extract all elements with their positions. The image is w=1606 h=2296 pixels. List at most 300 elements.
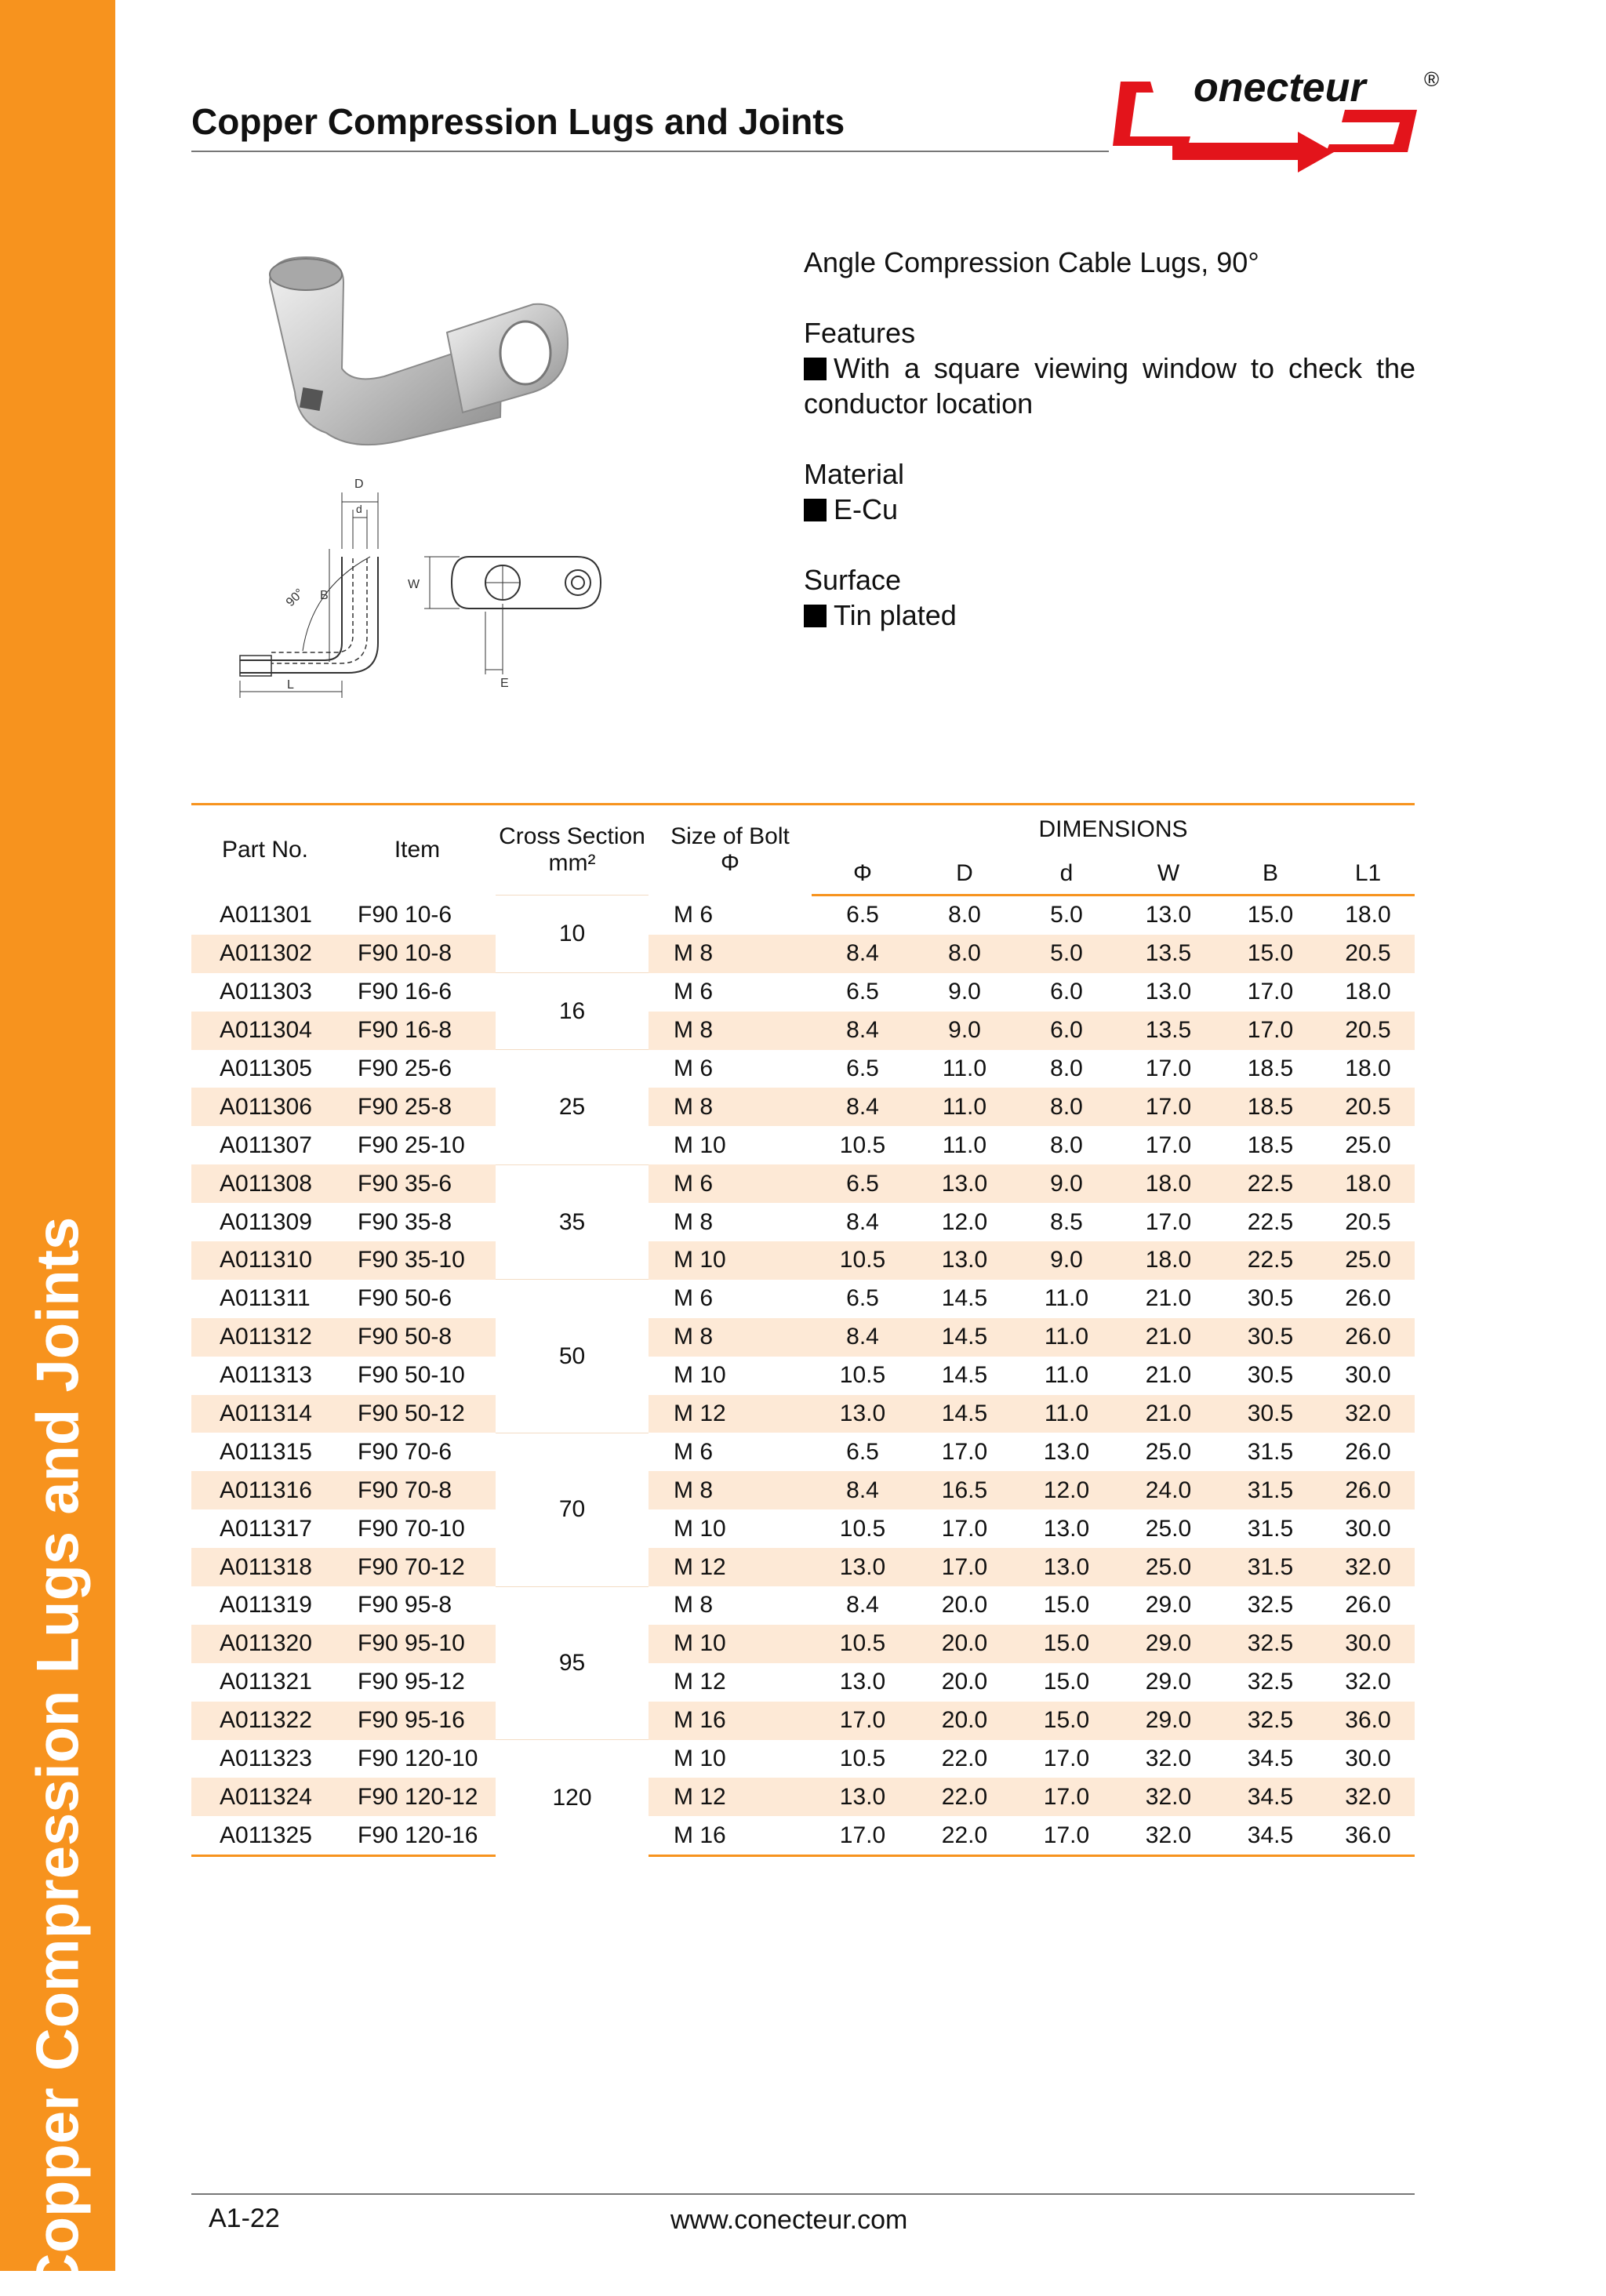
header-rule [191,151,1109,152]
cell-phi: 8.4 [812,1088,914,1126]
cell-phi: 8.4 [812,1012,914,1050]
dim-label-B: B [320,589,329,602]
table-row [191,1509,1415,1548]
cell-B: 17.0 [1219,1012,1321,1050]
cell-L1: 18.0 [1345,979,1391,1005]
cell-part-no: A011312 [191,1318,339,1357]
dim-label-D: D [354,478,364,491]
table-row [191,973,1415,1012]
page-title: Copper Compression Lugs and Joints [191,101,845,142]
cell-d: 6.0 [1016,1012,1117,1050]
table-row [191,1050,1415,1088]
dim-label-d: d [356,503,362,515]
cell-bolt: M 6 [674,901,714,928]
table-row [191,1702,1415,1740]
cell-D: 11.0 [942,1055,987,1081]
cell-D: 20.0 [914,1625,1016,1663]
cell-D: 9.0 [914,1012,1016,1050]
cell-bolt: M 12 [674,1669,726,1695]
cell-phi: 13.0 [812,1548,914,1586]
cell-item: F90 120-10 [358,1746,478,1772]
lug-barrel-opening [270,259,342,290]
cell-part-no: A011325 [191,1816,339,1855]
cell-B: 34.5 [1247,1746,1294,1772]
cell-d: 13.0 [1043,1438,1090,1465]
cell-B: 30.5 [1247,1362,1294,1389]
table-row [191,1164,1415,1203]
cell-d: 8.0 [1050,1132,1083,1158]
cell-L1: 30.0 [1345,1515,1391,1542]
table-row [191,1816,1415,1855]
cell-W: 21.0 [1117,1318,1219,1357]
drawing-side-view [240,492,378,698]
cell-bolt: M 6 [649,1164,812,1203]
material-heading: Material [804,458,905,490]
cell-W: 32.0 [1117,1816,1219,1855]
cell-phi: 13.0 [812,1395,914,1433]
cell-W: 18.0 [1117,1241,1219,1280]
cell-D: 16.5 [914,1471,1016,1509]
cell-L1: 26.0 [1321,1318,1415,1357]
spec-table-body [191,896,1415,1856]
header-cross-section: Cross Section mm² [496,805,649,896]
cell-bolt: M 6 [674,1055,714,1081]
cell-L1: 20.5 [1321,1088,1415,1126]
cell-phi: 13.0 [812,1778,914,1816]
cell-part-no: A011314 [191,1395,339,1433]
cell-B: 31.5 [1247,1515,1294,1542]
table-row [191,1203,1415,1241]
cell-part-no: A011310 [191,1241,339,1280]
cell-D: 13.0 [914,1164,1016,1203]
cell-D: 14.5 [914,1318,1016,1357]
table-row [191,1126,1415,1164]
cell-cross-section: 25 [496,1050,649,1165]
cell-bolt: M 8 [649,935,812,973]
logo-wordmark: onecteur [1194,65,1366,111]
cell-phi: 8.4 [846,1592,879,1618]
header-dimensions: DIMENSIONS [812,805,1415,854]
cell-bolt: M 8 [649,1012,812,1050]
table-row [191,1663,1415,1702]
product-photo [251,251,580,455]
cell-phi: 10.5 [839,1362,886,1389]
cell-L1: 36.0 [1321,1816,1415,1855]
table-row [191,1280,1415,1318]
cell-L1: 18.0 [1321,1164,1415,1203]
cell-bolt: M 8 [649,1471,812,1509]
cell-part-no: A011303 [220,979,312,1005]
cell-cross-section: 50 [496,1280,649,1433]
cell-cross-section: 16 [496,973,649,1050]
table-row [191,935,1415,973]
cell-L1: 30.0 [1321,1625,1415,1663]
cell-phi: 8.4 [812,935,914,973]
cell-W: 32.0 [1145,1746,1192,1772]
cell-part-no: A011311 [220,1285,311,1312]
cell-item: F90 70-12 [339,1548,496,1586]
cell-D: 8.0 [948,902,981,928]
cell-B: 34.5 [1219,1816,1321,1855]
cell-D: 14.5 [914,1395,1016,1433]
cell-bolt: M 10 [649,1241,812,1280]
cell-d: 6.0 [1050,979,1083,1005]
cell-bolt: M 8 [674,1592,714,1618]
cell-d: 15.0 [1043,1669,1090,1695]
cell-phi: 6.5 [812,1164,914,1203]
header-B: B [1219,853,1321,896]
cell-bolt: M 10 [674,1515,726,1542]
cell-phi: 8.4 [812,1471,914,1509]
cell-item: F90 10-8 [339,935,496,973]
cell-d: 13.0 [1043,1515,1090,1542]
cell-B: 22.5 [1219,1164,1321,1203]
cell-phi: 6.5 [846,979,879,1005]
cell-B: 18.5 [1247,1132,1294,1158]
bullet-square-icon [804,358,827,380]
cell-D: 14.5 [941,1285,988,1312]
cell-L1: 18.0 [1345,1055,1391,1081]
dim-label-W: W [408,578,420,591]
cell-bolt: M 12 [649,1395,812,1433]
cell-B: 31.5 [1219,1471,1321,1509]
cell-L1: 26.0 [1345,1438,1391,1465]
cell-cross-section: 35 [496,1164,649,1280]
cell-item: F90 25-8 [339,1088,496,1126]
table-row [191,1318,1415,1357]
cell-d: 8.0 [1016,1088,1117,1126]
cell-bolt: M 8 [649,1318,812,1357]
cell-d: 17.0 [1043,1746,1090,1772]
cell-D: 22.0 [914,1778,1016,1816]
cell-bolt: M 12 [649,1778,812,1816]
cell-item: F90 70-6 [358,1438,452,1465]
footer-rule [191,2193,1415,2195]
cell-item: F90 50-12 [339,1395,496,1433]
cell-D: 11.0 [914,1088,1016,1126]
cell-part-no: A011319 [220,1592,312,1618]
cell-phi: 6.5 [846,902,879,928]
cell-d: 13.0 [1016,1548,1117,1586]
cell-L1: 25.0 [1321,1241,1415,1280]
cell-cross-section: 70 [496,1433,649,1586]
cell-item: F90 16-8 [339,1012,496,1050]
cell-part-no: A011324 [191,1778,339,1816]
cell-bolt: M 8 [674,1208,714,1235]
cell-part-no: A011320 [191,1625,339,1663]
dim-label-E: E [500,677,509,690]
header-part-no: Part No. [191,805,339,896]
header-W: W [1117,853,1219,896]
cell-d: 17.0 [1016,1816,1117,1855]
table-row [191,1012,1415,1050]
cell-D: 17.0 [941,1515,988,1542]
cell-B: 31.5 [1219,1548,1321,1586]
header-bolt: Size of Bolt Φ [649,805,812,896]
cell-item: F90 120-16 [339,1816,496,1855]
cell-D: 20.0 [941,1592,988,1618]
cell-item: F90 120-12 [339,1778,496,1816]
cell-W: 17.0 [1145,1055,1192,1081]
cell-d: 15.0 [1016,1625,1117,1663]
cell-W: 13.5 [1117,1012,1219,1050]
material-item: E-Cu [804,492,1415,527]
table-row [191,1395,1415,1433]
website-url: www.conecteur.com [670,2205,908,2235]
spec-table [191,803,1415,1857]
product-name: Angle Compression Cable Lugs, 90° [804,246,1259,278]
cell-W: 13.0 [1145,979,1192,1005]
sidebar-title: Copper Compression Lugs and Joints [24,1216,92,2296]
table-row [191,1088,1415,1126]
table-row [191,1433,1415,1471]
cell-part-no: A011316 [191,1471,339,1509]
cell-part-no: A011307 [220,1132,312,1158]
cell-B: 18.5 [1247,1055,1294,1081]
cell-D: 9.0 [948,979,981,1005]
cell-L1: 26.0 [1345,1285,1391,1312]
cell-phi: 10.5 [812,1625,914,1663]
cell-item: F90 50-6 [358,1285,452,1312]
cell-B: 30.5 [1247,1285,1294,1312]
table-row [191,1740,1415,1778]
table-row [191,1357,1415,1395]
cell-W: 25.0 [1145,1438,1192,1465]
cell-d: 12.0 [1016,1471,1117,1509]
cell-W: 25.0 [1117,1548,1219,1586]
cell-d: 11.0 [1016,1395,1117,1433]
cell-bolt: M 10 [674,1362,726,1389]
cell-phi: 10.5 [812,1241,914,1280]
cell-d: 17.0 [1016,1778,1117,1816]
cell-B: 32.5 [1247,1669,1294,1695]
cell-W: 13.0 [1145,902,1192,928]
cell-phi: 8.4 [846,1208,879,1235]
cell-W: 29.0 [1117,1702,1219,1740]
cell-part-no: A011305 [220,1055,312,1081]
cell-L1: 20.5 [1321,935,1415,973]
cell-L1: 32.0 [1321,1778,1415,1816]
cell-cross-section: 120 [496,1740,649,1856]
lug-viewing-window [300,387,323,411]
cell-L1: 20.5 [1321,1012,1415,1050]
cell-d: 9.0 [1016,1164,1117,1203]
cell-W: 13.5 [1117,935,1219,973]
cell-B: 18.5 [1219,1088,1321,1126]
cell-D: 22.0 [914,1816,1016,1855]
cell-bolt: M 12 [649,1548,812,1586]
cell-phi: 10.5 [839,1132,886,1158]
features-item: With a square viewing window to check the conductor location [804,352,1415,420]
product-info [804,245,1415,633]
cell-D: 14.5 [941,1362,988,1389]
cell-part-no: A011318 [191,1548,339,1586]
cell-item: F90 95-16 [339,1702,496,1740]
cell-B: 32.5 [1219,1702,1321,1740]
cell-part-no: A011301 [220,901,312,928]
header-d: d [1016,853,1117,896]
cell-phi: 17.0 [812,1816,914,1855]
cell-phi: 13.0 [839,1669,886,1695]
cell-bolt: M 6 [674,1438,714,1465]
cell-phi: 6.5 [846,1285,879,1312]
cell-item: F90 16-6 [358,979,452,1005]
cell-cross-section: 95 [496,1586,649,1740]
cell-W: 25.0 [1145,1515,1192,1542]
cell-D: 11.0 [942,1132,987,1158]
cell-phi: 10.5 [839,1515,886,1542]
cell-part-no: A011323 [220,1746,312,1772]
cell-B: 15.0 [1247,902,1294,928]
cell-bolt: M 16 [649,1702,812,1740]
cell-D: 17.0 [914,1548,1016,1586]
cell-L1: 18.0 [1345,902,1391,928]
cell-item: F90 70-8 [339,1471,496,1509]
logo-hook-shape [1326,110,1417,152]
cell-d: 15.0 [1016,1702,1117,1740]
cell-L1: 26.0 [1345,1592,1391,1618]
cell-item: F90 50-10 [358,1362,465,1389]
cell-item: F90 50-8 [339,1318,496,1357]
cell-B: 34.5 [1219,1778,1321,1816]
cell-d: 11.0 [1044,1285,1089,1312]
cell-B: 22.5 [1219,1241,1321,1280]
cell-bolt: M 16 [649,1816,812,1855]
cell-phi: 8.4 [812,1318,914,1357]
table-row [191,896,1415,935]
table-row [191,1241,1415,1280]
cell-W: 21.0 [1117,1395,1219,1433]
cell-L1: 30.0 [1345,1746,1391,1772]
cell-B: 32.5 [1219,1625,1321,1663]
cell-L1: 20.5 [1345,1208,1391,1235]
header-D: D [914,853,1016,896]
cell-item: F90 35-8 [358,1208,452,1235]
cell-bolt: M 10 [674,1746,726,1772]
logo-c-shape [1113,82,1190,146]
bullet-square-icon [804,499,827,521]
table-row [191,1778,1415,1816]
header-L1: L1 [1321,853,1415,896]
table-row [191,1625,1415,1663]
table-row [191,1471,1415,1509]
cell-part-no: A011313 [220,1362,312,1389]
cell-W: 29.0 [1117,1625,1219,1663]
header-phi: Φ [812,853,914,896]
cell-d: 9.0 [1016,1241,1117,1280]
header-item: Item [339,805,496,896]
cell-d: 11.0 [1044,1362,1089,1389]
cell-W: 29.0 [1145,1669,1192,1695]
cell-d: 15.0 [1043,1592,1090,1618]
cell-d: 11.0 [1016,1318,1117,1357]
cell-d: 8.5 [1050,1208,1083,1235]
cell-D: 12.0 [941,1208,988,1235]
surface-item: Tin plated [804,598,1415,633]
cell-W: 21.0 [1145,1362,1192,1389]
cell-B: 15.0 [1219,935,1321,973]
cell-part-no: A011304 [191,1012,339,1050]
lug-bolt-hole [500,322,550,384]
cell-bolt: M 10 [649,1625,812,1663]
cell-D: 20.0 [914,1702,1016,1740]
dim-label-angle: 90° [283,586,307,610]
cell-L1: 32.0 [1321,1395,1415,1433]
cell-B: 30.5 [1219,1318,1321,1357]
cell-part-no: A011322 [191,1702,339,1740]
cell-W: 21.0 [1145,1285,1192,1312]
cell-part-no: A011315 [220,1438,312,1465]
cell-L1: 26.0 [1321,1471,1415,1509]
cell-D: 20.0 [941,1669,988,1695]
cell-phi: 10.5 [839,1746,886,1772]
cell-bolt: M 6 [674,979,714,1005]
cell-d: 8.0 [1050,1055,1083,1081]
cell-bolt: M 6 [674,1285,714,1312]
cell-item: F90 25-10 [358,1132,465,1158]
page-number: A1-22 [209,2203,280,2233]
cell-part-no: A011317 [220,1515,312,1542]
cell-W: 17.0 [1145,1132,1192,1158]
cell-D: 22.0 [941,1746,988,1772]
cell-D: 17.0 [941,1438,988,1465]
cell-B: 32.5 [1247,1592,1294,1618]
cell-W: 29.0 [1145,1592,1192,1618]
logo-arrow-shape [1172,132,1334,173]
cell-D: 13.0 [914,1241,1016,1280]
bullet-square-icon [804,605,827,627]
cell-L1: 25.0 [1345,1132,1391,1158]
technical-drawing [224,470,632,698]
cell-L1: 32.0 [1345,1669,1391,1695]
cell-L1: 30.0 [1345,1362,1391,1389]
cell-item: F90 95-12 [358,1669,465,1695]
cell-W: 18.0 [1117,1164,1219,1203]
cell-D: 8.0 [914,935,1016,973]
cell-item: F90 95-8 [358,1592,452,1618]
cell-W: 17.0 [1145,1208,1192,1235]
cell-part-no: A011306 [191,1088,339,1126]
cell-B: 30.5 [1219,1395,1321,1433]
cell-L1: 32.0 [1321,1548,1415,1586]
cell-B: 17.0 [1247,979,1294,1005]
cell-item: F90 95-10 [339,1625,496,1663]
table-row [191,1586,1415,1625]
cell-bolt: M 8 [649,1088,812,1126]
features-heading: Features [804,317,916,349]
cell-B: 31.5 [1247,1438,1294,1465]
dim-label-L: L [287,678,294,692]
cell-d: 5.0 [1050,902,1083,928]
cell-W: 24.0 [1117,1471,1219,1509]
cell-W: 17.0 [1117,1088,1219,1126]
registered-mark: ® [1424,67,1440,91]
cell-item: F90 35-10 [339,1241,496,1280]
cell-phi: 6.5 [846,1055,879,1081]
cell-d: 5.0 [1016,935,1117,973]
cell-item: F90 35-6 [339,1164,496,1203]
cell-part-no: A011321 [220,1669,312,1695]
cell-W: 32.0 [1117,1778,1219,1816]
cell-L1: 36.0 [1321,1702,1415,1740]
cell-phi: 17.0 [812,1702,914,1740]
cell-part-no: A011302 [191,935,339,973]
cell-cross-section: 10 [496,896,649,973]
surface-heading: Surface [804,564,902,596]
cell-part-no: A011309 [220,1208,312,1235]
cell-item: F90 10-6 [358,901,452,928]
table-row [191,1548,1415,1586]
